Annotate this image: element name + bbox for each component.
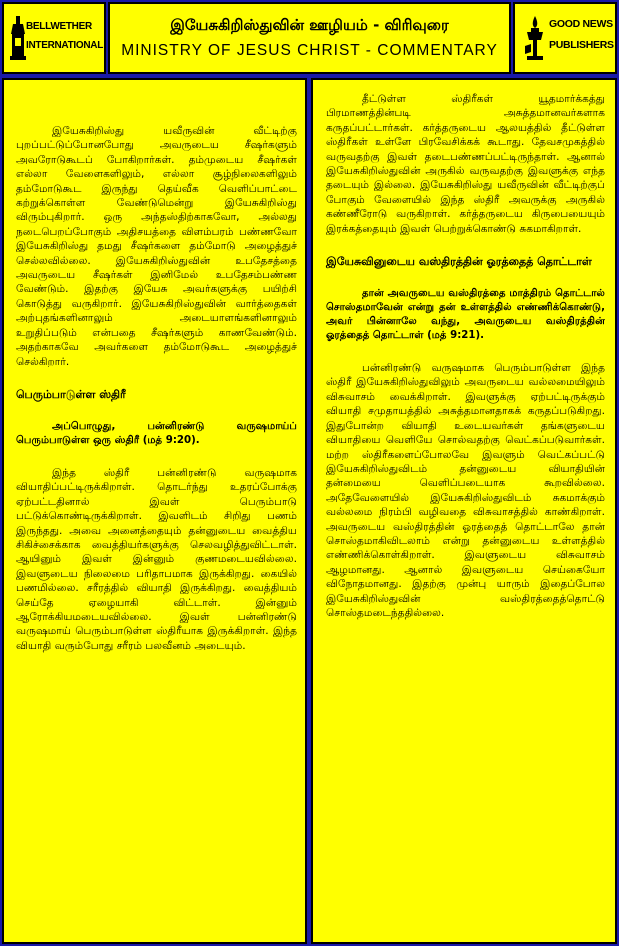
paragraph: இயேசுகிறிஸ்து யவீருவின் வீட்டிற்கு புறப்பட்டுப்போனபோது அவருடைய சீஷர்களும் அவரோடுகூடப் போகிறார்கள். தம்முடைய சீஷர்கள் எல்லா வேளைகளிலும், எல்லா சூழ்நிலைகளிலும் தம்மோடுகூட இருந்து தெய்வீக வெளிப்பாட்டை கற்றுக்கொள்ள வேண்டுமென்று இயேசுகிறிஸ்து விரும்புகிறார். ஒரு அந்தஸ்திற்காகவோ, அல்லது நடைபெறப்போகும் அதிசயத்தை விளம்பரம் பண்ணவோ இயேசுகிறிஸ்து தமது சீஷர்களை தம்மோடு அழைத்துச் செல்லவில்லை. இயேசுகிறிஸ்துவின் உபதேசத்தை அவருடைய சீஷர்கள் இனிமேல் உபதேசம்பண்ண வேண்டும். இதற்கு இயேசு அவர்களுக்கு பயிற்சி கொடுத்து வருகிறார். இயேசுகிறிஸ்துவின் வார்த்தைகள் அற்புதங்களினாலும் அடையாளங்களினாலும் உறுதிப்படும் என்பதை சீஷர்களும் காணவேண்டும். அதற்காகவே அவர்களை தம்மோடுகூட அழைத்துச் செல்கிறார். [16, 125, 297, 368]
title-box [108, 2, 511, 74]
header-bar [2, 2, 617, 74]
bellwether-logo [2, 2, 106, 74]
logo-line-2: PUBLISHERS [549, 39, 614, 51]
paragraph: இந்த ஸ்திரீ பன்னிரண்டு வருஷமாக வியாதிப்பட்டிருக்கிறாள். தொடர்ந்து உதரப்போக்கு ஏற்பட்டதினால் இவள் பெரும்பாடு பட்டுக்கொண்டிருக்கிறாள். இவளிடம் சிறிது பணம் இருந்தது. அவை அனைத்தையும் தன்னுடைய வைத்திய சிகிச்சைக்காக வைத்தியர்களுக்கு செலவழித்துவிட்டாள். ஆயினும் இவள் இன்னும் குணமடையவில்லை. இவளுடைய நிலைமை பரிதாபமாக இருக்கிறது. கையில் பணமில்லை. சரீரத்தில் வியாதி இருக்கிறது. வைத்தியம் செய்தே ஏழையாகி விட்டாள். இன்னும் ஆரோக்கியமடையவில்லை. இவள் பன்னிரண்டு வருஷமாய் பெரும்பாடுள்ள ஸ்திரீயாக இருக்கிறாள். இந்த வியாதி வரும்போது சரீரம் பலவீனம் அடையும். [16, 466, 297, 652]
logo-line-2: INTERNATIONAL [26, 40, 104, 51]
section-heading: பெரும்பாடுள்ள ஸ்திரீ [16, 387, 126, 401]
bell-tower-icon [10, 16, 26, 62]
paragraph: பன்னிரண்டு வருஷமாக பெரும்பாடுள்ள இந்த ஸ்திரீ இயேசுகிறிஸ்துவிலும் அவருடைய வல்லமையிலும் விசுவாசம் வைக்கிறாள். இவளுக்கு ஏற்பட்டிருக்கும் வியாதி சமுதாயத்தில் அசுத்தமானதாகக் கருதப்படுகிறது. இதுபோன்ற வியாதி உடையவர்கள் தங்களுடைய வியாதியை வெளியே சொல்வதற்கு வெட்கப்படுவார்கள். மற்ற ஸ்திரீகளைப்போலவே இவளும் வெட்கப்பட்டு இயேசுகிறிஸ்துவிடம் தன்னுடைய வியாதியின் தன்மையை வெளிப்படையாக கூறவில்லை. அதேவேளையில் இயேசுகிறிஸ்துவிடம் சுகமாக்கும் வல்லமை நிரம்பி வழிவதை விசுவாசத்தில் காண்கிறாள். அவருடைய வஸ்திரத்தின் ஓரத்தைத் தொட்டாலே தான் சொஸ்தமாகிவிடலாம் என்று தன்னுடைய உள்ளத்தில் எண்ணிக்கொள்கிறாள். இவளுடைய விசுவாசம் ஆழமானது. ஆனால் இவளுடைய செய்கையோ விநோதமானது. இதற்கு முன்பு யாரும் இதைப்போல இயேசுகிறிஸ்துவின் வஸ்திரத்தைத்தொட்டு சொஸ்தமடைந்ததில்லை. [326, 362, 605, 619]
paragraph: தீட்டுள்ள ஸ்திரீகள் யூதமார்க்கத்து பிரமாணத்தின்படி அசுத்தமானவர்களாக கருதப்பட்டார்கள். கர்த்தருடைய ஆலயத்தில் தீட்டுள்ள ஸ்திரீகள் உள்ளே பிரவேசிக்கக் கூடாது. தேவசமுகத்தில் வருவதற்கு இவள் தடைபண்ணப்பட்டிருந்தாள். ஆனால் இயேசுகிறிஸ்துவின் அருகில் வருவதற்கு இவளுக்கு எந்த தடையும் இல்லை. இயேசுகிறிஸ்து யவீருவின் வீட்டிற்குப் போகும் வேளையில் இந்த ஸ்திரீ அவருக்கு அருகில் கண்ணீரோடு வருகிறாள். கர்த்தருடைய கிருபையையும் இரக்கத்தையும் இவள் பெற்றுக்கொண்டு சுகமாகிறாள். [326, 93, 605, 235]
scripture-quote: தான் அவருடைய வஸ்திரத்தை மாத்திரம் தொட்டால் சொஸ்தமாவேன் என்று தன் உள்ளத்தில் எண்ணிக்கொண்டு, அவர் பின்னாலே வந்து, அவருடைய வஸ்திரத்தின் ஓரத்தைத் தொட்டாள் (மத் 9:21). [326, 288, 605, 342]
good-news-logo [513, 2, 617, 74]
right-column [311, 78, 617, 944]
logo-line-1: BELLWETHER [26, 21, 92, 32]
section-heading: இயேசுவினுடைய வஸ்திரத்தின் ஓரத்தைத் தொட்டாள் [326, 255, 592, 269]
lamp-icon [523, 14, 547, 64]
good-news-logo-text [549, 18, 614, 52]
left-column [2, 78, 307, 944]
scripture-quote: அப்பொழுது, பன்னிரண்டு வருஷமாய்ப் பெரும்பாடுள்ள ஒரு ஸ்திரீ (மத் 9:20). [16, 420, 297, 446]
title-english: MINISTRY OF JESUS CHRIST - COMMENTARY [121, 42, 498, 59]
bellwether-logo-text [26, 20, 103, 52]
logo-line-1: GOOD NEWS [549, 18, 613, 30]
title-tamil: இயேசுகிறிஸ்துவின் ஊழியம் - விரிவுரை [170, 16, 449, 34]
